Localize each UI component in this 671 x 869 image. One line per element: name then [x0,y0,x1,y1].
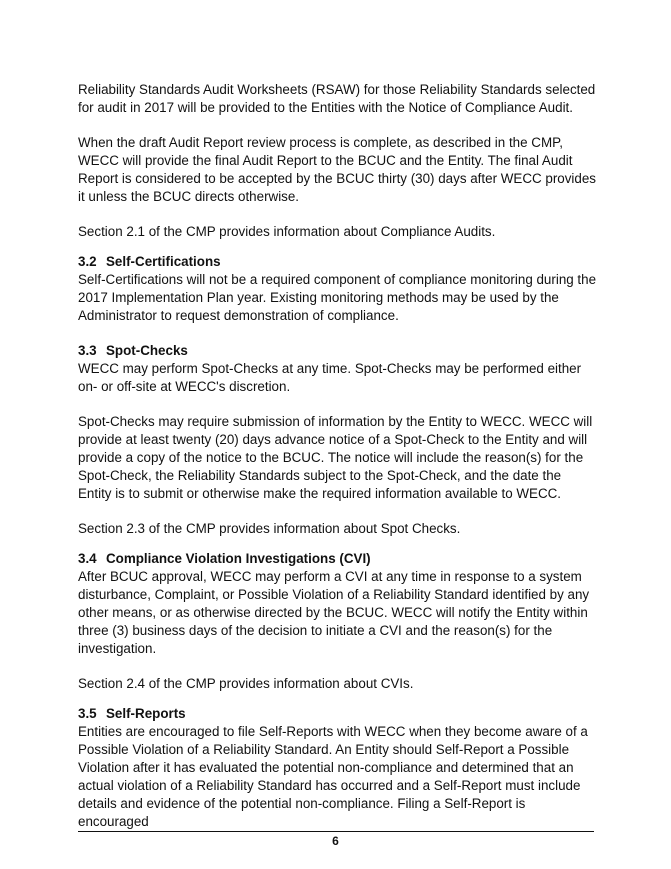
paragraph-section-2-3: Section 2.3 of the CMP provides information about Spot Checks. [78,521,461,536]
paragraph-section-2-4: Section 2.4 of the CMP provides information about CVIs. [78,676,414,691]
page-content [78,81,598,831]
heading-self-reports [78,705,598,723]
paragraph-section-2-1: Section 2.1 of the CMP provides information about Compliance Audits. [78,224,496,239]
paragraph-cvi: After BCUC approval, WECC may perform a CVI at any time in response to a system disturbance, Complaint, or Possible Violation of a Reliability Standard identified by any other means, or as otherwise directed by the BCUC. WECC will notify the Entity within three (3) business days of the decision to initiate a CVI and the reason(s) for the investigation. [78,569,590,656]
heading-spot-checks [78,342,598,360]
paragraph-spot-checks-intro: WECC may perform Spot-Checks at any time. Spot-Checks may be performed either on- or off-site at WECC's discretion. [78,361,582,394]
heading-number: 3.5 [78,706,97,721]
paragraph-audit-report: When the draft Audit Report review process is complete, as described in the CMP, WECC will provide the final Audit Report to the BCUC and the Entity. The final Audit Report is considered to be accepted by the BCUC thirty (30) days after WECC provides it unless the BCUC directs otherwise. [78,135,596,204]
heading-cvi [78,550,598,568]
heading-title: Self-Reports [106,706,186,721]
page-number: 6 [332,834,339,848]
paragraph-self-reports: Entities are encouraged to file Self-Reports with WECC when they become aware of a Possible Violation of a Reliability Standard. An Entity should Self-Report a Possible Violation after it has evaluated the potential non-compliance and determined that an actual violation of a Reliability Standard has occurred and a Self-Report must include details and evidence of the potential non-compliance. Filing a Self-Report is encouraged [78,724,588,829]
heading-number: 3.2 [78,254,97,269]
footer-divider [78,831,594,832]
heading-number: 3.3 [78,343,97,358]
paragraph-spot-checks-detail: Spot-Checks may require submission of information by the Entity to WECC. WECC will provide at least twenty (20) days advance notice of a Spot-Check to the Entity and will provide a copy of the notice to the BCUC. The notice will include the reason(s) for the Spot-Check, the Reliability Standards subject to the Spot-Check, and the date the Entity is to submit or otherwise make the required information available to WECC. [78,414,593,501]
heading-self-certifications [78,253,598,271]
paragraph-self-certifications: Self-Certifications will not be a required component of compliance monitoring during the 2017 Implementation Plan year. Existing monitoring methods may be used by the Administrator to request demonstration of compliance. [78,272,597,323]
heading-title: Spot-Checks [106,343,188,358]
paragraph-rsaw: Reliability Standards Audit Worksheets (RSAW) for those Reliability Standards selected for audit in 2017 will be provided to the Entities with the Notice of Compliance Audit. [78,82,596,115]
heading-number: 3.4 [78,551,97,566]
heading-title: Compliance Violation Investigations (CVI) [106,551,371,566]
heading-title: Self-Certifications [106,254,221,269]
